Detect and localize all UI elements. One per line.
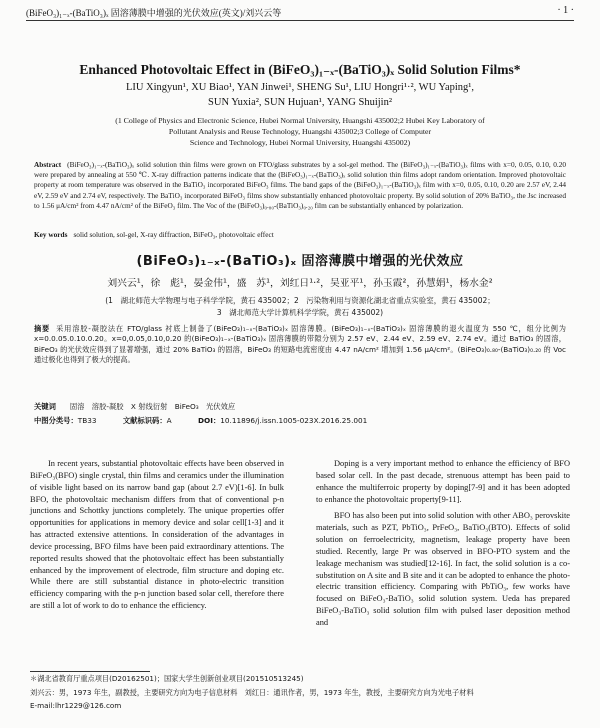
- clc-label: 中图分类号：: [34, 416, 78, 425]
- body-column-right: [316, 458, 570, 629]
- doi-label: DOI：: [197, 416, 221, 425]
- abstract-text: (BiFeO₃)₁₋ₓ-(BaTiO₃)ₓ solid solution thin films were grown on FTO/glass substrates by a sol-gel method. The (BiFeO₃)₁₋ₓ-(BaTiO₃)ₓ films with x=0, 0.05, 0.10, 0.20 were prepared by annealing at 550 ℃. X-ray diffraction patterns indicate that the (BiFeO₃)₁₋ₓ-(BaTiO₃)ₓ solid solution thin films adopt random orientation. Improved photovoltaic property at room temperature was observed in the BaTiO₃ incorporated BiFeO₃ films. The band gaps of the (BiFeO₃)₁₋ₓ-(BaTiO₃)ₓ film with x=0, 0.05, 0.10, 0.20 are 2.57 eV, 2.44 eV, 2.59 eV and 2.74 eV, respectively. The BaTiO₃ incorporated BiFeO₃ films show substantially enhanced photovoltaic property. By solid solution of 20% BaTiO₃, the Jsc increased to 1.56 μA/cm² from 4.47 nA/cm² of the BiFeO₃ film. The Voc of the (BiFeO₃)₀.₈₀-(BaTiO₃)₀.₂₀ film can be substantially enhanced by polarization.: [34, 160, 566, 210]
- classification-line: [34, 416, 367, 426]
- page-number: · 1 ·: [557, 5, 574, 16]
- body-paragraph: In recent years, substantial photovoltaic effects have been observed in BiFeO₃(BFO) single crystal, thin films and ceramics under the illumination of visible light based on its narrow band gap (about 2.7 eV)[1-6]. In bulk BFO, the photovoltaic mechanism differs from that of conventional p-n junctions and Schottky junctions completely. The unique properties offer opportunities for applications in memory device and solar cell[1-3] and it has attracted extensive attentions. In consideration of the advantages in device processing, BFO films have been paid extraordinary attentions. The reported results showed that the photovoltaic effect has been substantially enhanced by the improvement of electrode, film structure and doping etc. While there are still substantial distance in photo-electric transition efficiency comparing with the p-n junction based solar cell, therefore there are still a lot of work to do to enhance the efficiency.: [30, 459, 284, 611]
- footnote-email: E-mail:lhr1229@126.com: [30, 701, 122, 710]
- footnote-author: 刘兴云：男，1973 年生，副教授，主要研究方向为电子信息材料 刘红日：通讯作者，男，1973 年生，教授，主要研究方向为光电子材料: [30, 688, 474, 697]
- english-authors-line1: LIU Xingyun¹, XU Biao¹, YAN Jinwei¹, SHENG Su¹, LIU Hongri¹·², WU Yaping¹,: [125, 82, 475, 93]
- abstract-label: Abstract: [34, 160, 62, 169]
- clc-value: TB33: [77, 416, 97, 425]
- chinese-keywords: [34, 402, 235, 412]
- english-affiliation-line3: Science and Technology, Hubei Normal University, Huangshi 435002): [189, 138, 411, 147]
- english-affiliation-line2: Pollutant Analysis and Reuse Technology, Huangshi 435002;3 College of Computer: [168, 127, 432, 136]
- header-rule: [26, 20, 574, 21]
- footnote-rule: [30, 671, 150, 672]
- chinese-title: (BiFeO₃)₁₋ₓ-(BaTiO₃)ₓ 固溶薄膜中增强的光伏效应: [136, 254, 464, 269]
- chinese-keywords-label: 关键词: [34, 402, 56, 411]
- doc-code-value: A: [166, 416, 172, 425]
- doc-code-label: 文献标识码：: [122, 416, 167, 425]
- chinese-abstract: [34, 324, 566, 366]
- chinese-abstract-label: 摘要: [34, 324, 51, 333]
- body-paragraph: Doping is a very important method to enhance the efficiency of BFO based solar cell. In the past decade, strenuous attempt has been paid to enhance the multiferroic property by doping[7-9] and it has been adopted to enhance the photovoltaic property[9-11].: [316, 459, 570, 504]
- english-authors-line2: SUN Yuxia², SUN Hujuan¹, YANG Shuijin²: [208, 97, 392, 108]
- chinese-keywords-text: 固溶 溶胶-凝胶 X 射线衍射 BiFeO₃ 光伏效应: [69, 402, 236, 411]
- running-title: (BiFeO₃)₁₋ₓ-(BaTiO₃)ₓ 固溶薄膜中增强的光伏效应(英文)/刘兴云等: [26, 8, 282, 18]
- body-column-left: [30, 458, 284, 612]
- chinese-authors: 刘兴云¹，徐 彪¹，晏金伟¹，盛 苏¹，刘红日¹·²，吴亚平¹，孙玉霞²，孙慧娟¹，杨水金²: [107, 278, 493, 289]
- keywords-text: solid solution, sol-gel, X-ray diffraction, BiFeO₃, photovoltaic effect: [73, 230, 274, 239]
- body-paragraph: BFO has also been put into solid solution with other ABO₃ perovskite materials, such as PZT, PbTiO₃, PrFeO₃, BaTiO₃(BTO). Effects of solid solution on ferroelectricity, magnetism, leakage property have been studied. Recently, large Pr was observed in BFO-PTO system and the leakage mechanism was studied[12-16]. In fact, the solid solution is a co-substitution on A site and B site and it can be adopted to enhance the photo-electric transition efficiency. Comparing with PbTiO₃, few works have focused on BiFeO₃-BaTiO₃ solid solution system. Ueda has prepared BiFeO₃-BaTiO₃ solid solution film with pulsed laser deposition method and: [316, 511, 570, 627]
- english-title: Enhanced Photovoltaic Effect in (BiFeO₃)₁₋ₓ-(BaTiO₃)ₓ Solid Solution Films*: [79, 62, 521, 77]
- footnote-fund: ＊湖北省教育厅重点项目(D20162501)；国家大学生创新创业项目(201510513245): [30, 674, 304, 683]
- chinese-abstract-text: 采用溶胶-凝胶法在 FTO/glass 衬底上制备了(BiFeO₃)₁₋ₓ-(BaTiO₃)ₓ 固溶薄膜。(BiFeO₃)₁₋ₓ-(BaTiO₃)ₓ 固溶薄膜的退火温度为 550 ℃，组分比例为 x=0.0.05.0.10.0.20。x=0,0.05,0.10,0.20 的(BiFeO₃)₁₋ₓ-(BaTiO₃)ₓ 固溶薄膜的带隙分别为 2.57 eV、2.44 eV、2.59 eV、2.74 eV。通过 BaTiO₃ 的固溶，BiFeO₃ 的光伏效应得到了显著增强，通过 20% BaTiO₃ 的固溶，BiFeO₃ 的短路电流密度由 4.47 nA/cm² 增加到 1.56 μA/cm²。(BiFeO₃)₀.₈₀-(BaTiO₃)₀.₂₀ 的 Voc 通过极化也得到了极大的提高。: [34, 324, 566, 365]
- chinese-affiliation-line2: 3 湖北师范大学计算机科学学院，黄石 435002): [216, 308, 384, 317]
- english-keywords: [34, 230, 566, 240]
- english-affiliation-line1: (1 College of Physics and Electronic Science, Hubei Normal University, Huangshi 435002;2 Hubei Key Laboratory of: [115, 116, 485, 125]
- english-abstract: [34, 160, 566, 211]
- keywords-label: Key words: [34, 230, 68, 239]
- chinese-affiliation-line1: (1 湖北师范大学物理与电子科学学院，黄石 435002；2 污染物利用与资源化湖北省重点实验室，黄石 435002；: [105, 296, 495, 305]
- doi-value: 10.11896/j.issn.1005-023X.2016.25.001: [220, 416, 368, 425]
